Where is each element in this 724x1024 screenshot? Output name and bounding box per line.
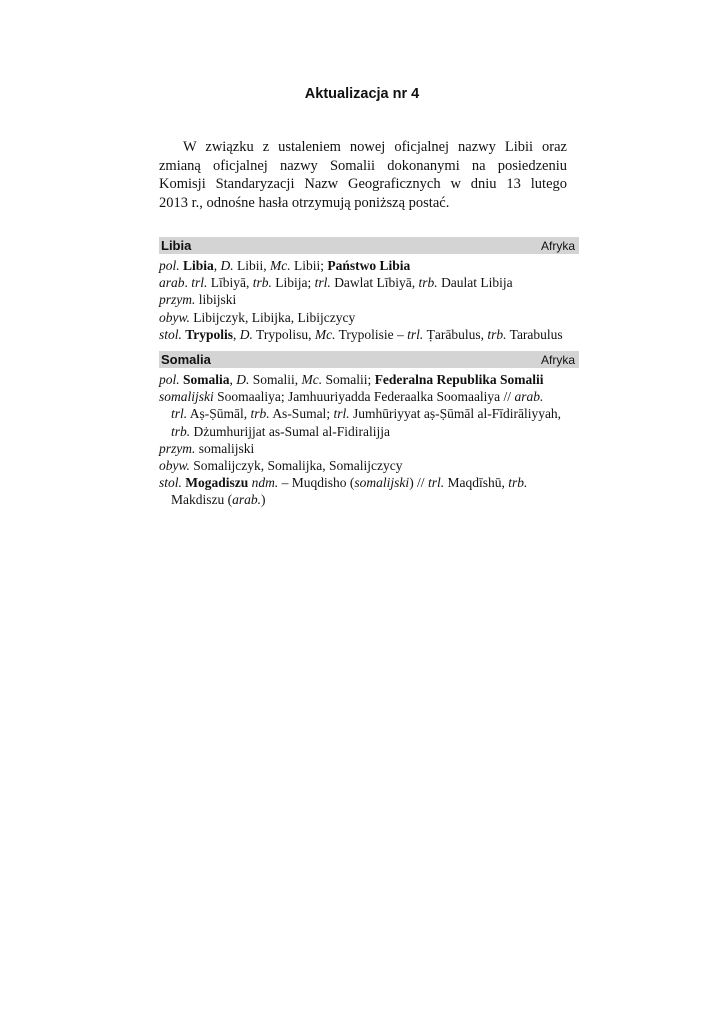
entry-header <box>159 237 579 254</box>
entry-name: Somalia <box>161 352 211 367</box>
stol-line-cont: Makdiszu (arab.) <box>171 492 266 508</box>
trl-line: trl. Aṣ-Ṣūmāl, trb. As-Sumal; trl. Jumhūriyyat aṣ-Ṣūmāl al-Fīdirāliyyah, <box>171 406 562 422</box>
intro-line: zmianą oficjalnej nazwy Somalii dokonanymi na posiedzeniu <box>159 157 567 174</box>
intro-line: 2013 r., odnośne hasła otrzymują poniższą postać. <box>159 194 450 211</box>
entry-header <box>159 351 579 368</box>
intro-line: W związku z ustaleniem nowej oficjalnej nazwy Libii oraz <box>183 139 567 155</box>
pol-line: pol. Libia, D. Libii, Mc. Libii; Państwo Libia <box>159 258 411 273</box>
trb-line: trb. Dżumhurijjat as-Sumal al-Fidiralijja <box>171 423 390 439</box>
entry-name: Libia <box>161 238 192 253</box>
entry-somalia <box>159 351 579 509</box>
obyw-line: obyw. Somalijczyk, Somalijka, Somalijczycy <box>159 458 403 474</box>
intro-paragraph <box>159 138 567 212</box>
arab-line: arab. trl. Lībiyā, trb. Libija; trl. Dawlat Lībiyā, trb. Daulat Libija <box>159 275 513 291</box>
intro-line: Komisji Standaryzacji Nazw Geograficznych w dniu 13 lutego <box>159 176 567 192</box>
przym-line: przym. libijski <box>159 292 237 308</box>
przym-line: przym. somalijski <box>159 440 255 456</box>
pol-line: pol. Somalia, D. Somalii, Mc. Somalii; Federalna Republika Somalii <box>159 372 544 387</box>
stol-line: stol. Trypolis, D. Trypolisu, Mc. Trypolisie – trl. Ṭarābulus, trb. Tarabulus <box>159 326 563 342</box>
stol-line: stol. Mogadiszu ndm. – Muqdisho (somalijski) // trl. Maqdīshū, trb. <box>159 475 528 491</box>
obyw-line: obyw. Libijczyk, Libijka, Libijczycy <box>159 309 356 325</box>
entry-region: Afryka <box>540 353 575 367</box>
entry-region: Afryka <box>540 239 575 253</box>
page-title: Aktualizacja nr 4 <box>304 86 420 102</box>
entry-libia <box>159 237 579 343</box>
somali-line: somalijski Soomaaliya; Jamhuuriyadda Federaalka Soomaaliya // arab. <box>159 389 544 405</box>
